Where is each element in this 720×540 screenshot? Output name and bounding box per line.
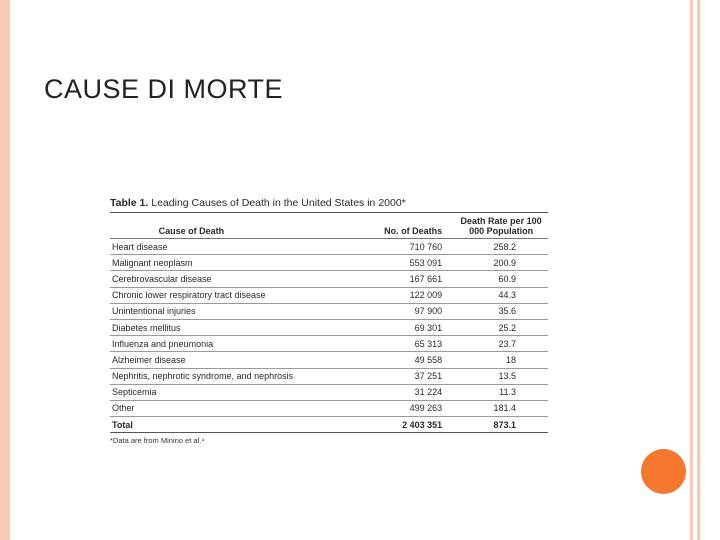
table-row — [110, 271, 548, 287]
slide-title: CAUSE DI MORTE — [44, 74, 284, 104]
cell-cause: Septicemia — [110, 384, 371, 400]
orange-circle-decoration — [641, 449, 686, 494]
table-row — [110, 319, 548, 335]
cell-rate: 181.4 — [454, 400, 548, 416]
cell-deaths: 97 900 — [371, 303, 454, 319]
table-caption-text: Leading Causes of Death in the United States in 2000* — [151, 197, 406, 209]
cell-deaths: 65 313 — [371, 336, 454, 352]
cell-rate: 11.3 — [454, 384, 548, 400]
cell-deaths: 49 558 — [371, 352, 454, 368]
cell-deaths: 122 009 — [371, 287, 454, 303]
cell-cause: Heart disease — [110, 239, 371, 255]
cell-rate: 25.2 — [454, 319, 548, 335]
table-row — [110, 287, 548, 303]
cell-cause: Nephritis, nephrotic syndrome, and nephrosis — [110, 368, 371, 384]
cell-rate: 258.2 — [454, 239, 548, 255]
table-header-row — [110, 213, 548, 239]
cell-rate: 200.9 — [454, 255, 548, 271]
cell-deaths: 167 661 — [371, 271, 454, 287]
total-deaths: 2 403 351 — [371, 417, 454, 433]
total-rate: 873.1 — [454, 417, 548, 433]
table-caption — [110, 197, 548, 213]
cell-deaths: 553 091 — [371, 255, 454, 271]
table-row — [110, 255, 548, 271]
table-image — [110, 197, 548, 445]
table-body — [110, 239, 548, 417]
total-label: Total — [110, 417, 371, 433]
cell-rate: 44.3 — [454, 287, 548, 303]
cell-cause: Unintentional injuries — [110, 303, 371, 319]
table-caption-label: Table 1. — [110, 197, 149, 209]
table-footnote: *Data are from Minino et al.⁴ — [110, 436, 205, 446]
table-total-row — [110, 417, 548, 433]
cell-deaths: 499 263 — [371, 400, 454, 416]
slide-left-border — [0, 0, 10, 540]
cell-cause: Alzheimer disease — [110, 352, 371, 368]
cell-cause: Chronic lower respiratory tract disease — [110, 287, 371, 303]
table-row — [110, 384, 548, 400]
cell-rate: 18 — [454, 352, 548, 368]
table-row — [110, 400, 548, 416]
table-row — [110, 239, 548, 255]
table-row — [110, 303, 548, 319]
cell-deaths: 37 251 — [371, 368, 454, 384]
header-deaths: No. of Deaths — [371, 213, 454, 239]
causes-of-death-table — [110, 213, 548, 433]
slide-right-border-inner — [697, 0, 700, 540]
cell-cause: Cerebrovascular disease — [110, 271, 371, 287]
cell-cause: Diabetes mellitus — [110, 319, 371, 335]
cell-deaths: 69 301 — [371, 319, 454, 335]
cell-deaths: 710 760 — [371, 239, 454, 255]
header-rate: Death Rate per 100 000 Population — [454, 213, 548, 239]
cell-cause: Influenza and pneumonia — [110, 336, 371, 352]
cell-cause: Malignant neoplasm — [110, 255, 371, 271]
table-row — [110, 368, 548, 384]
cell-deaths: 31 224 — [371, 384, 454, 400]
slide-right-border-outer — [690, 0, 693, 540]
header-cause: Cause of Death — [110, 213, 371, 239]
table-row — [110, 336, 548, 352]
cell-rate: 60.9 — [454, 271, 548, 287]
cell-rate: 13.5 — [454, 368, 548, 384]
cell-cause: Other — [110, 400, 371, 416]
cell-rate: 35.6 — [454, 303, 548, 319]
cell-rate: 23.7 — [454, 336, 548, 352]
table-row — [110, 352, 548, 368]
